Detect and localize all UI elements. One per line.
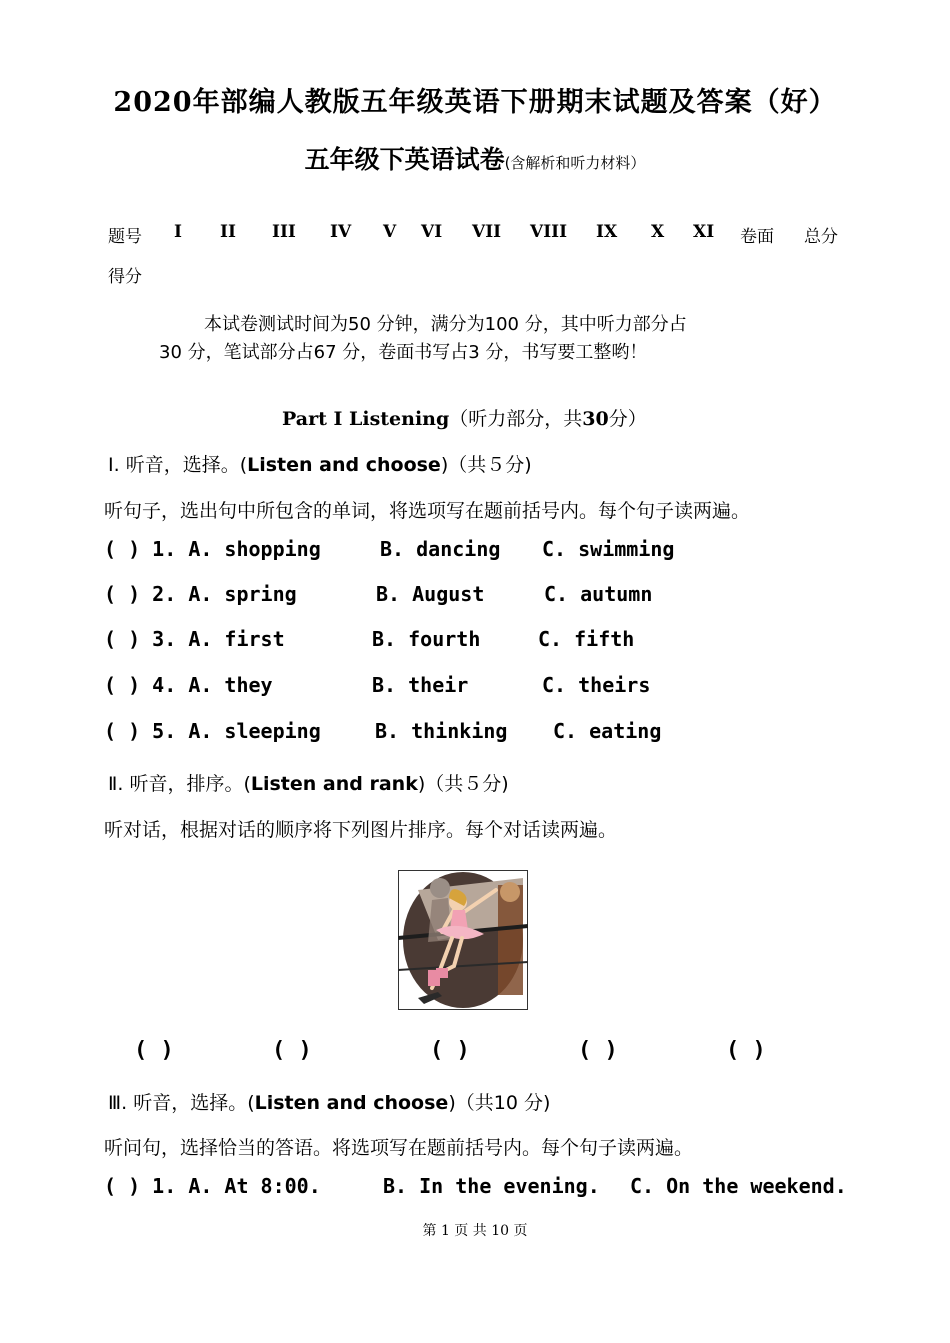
answer-paren[interactable]: ( ) <box>104 1174 141 1198</box>
option-b: B. In the evening. <box>383 1174 600 1198</box>
section-en: Listen and rank <box>250 773 418 795</box>
rank-blank[interactable]: ( ) <box>578 1038 618 1063</box>
option-b: B. dancing <box>380 537 501 561</box>
section-cn: 听音，选择。( <box>133 1092 255 1114</box>
score-col: XI <box>693 222 715 242</box>
score-row-label: 题号 <box>108 227 142 247</box>
option-c: C. theirs <box>542 673 651 697</box>
option-b: B. their <box>372 673 469 697</box>
option-a: A. shopping <box>188 537 321 561</box>
question-row <box>104 673 273 697</box>
rank-blank[interactable]: ( ) <box>726 1038 766 1063</box>
rank-blank[interactable]: ( ) <box>272 1038 312 1063</box>
intro-line-2: 30 分，笔试部分占67 分，卷面书写占3 分，书写要工整哟！ <box>159 342 648 363</box>
section-en: Listen and choose <box>247 454 441 476</box>
answer-paren[interactable]: ( ) <box>104 627 141 651</box>
section-1-heading <box>108 450 532 477</box>
question-num: 5. <box>152 719 177 743</box>
exam-subtitle <box>0 140 950 176</box>
score-col: IV <box>330 222 352 242</box>
score-col: VII <box>472 222 502 242</box>
section-num: Ⅱ. <box>108 773 124 795</box>
option-b: B. fourth <box>372 627 481 651</box>
score-col: VIII <box>530 222 568 242</box>
score-col-juanmian: 卷面 <box>740 227 774 247</box>
section-points: )（共５分) <box>440 454 532 476</box>
subtitle-main: 五年级下英语试卷 <box>304 145 505 174</box>
answer-paren[interactable]: ( ) <box>104 673 141 697</box>
section-points: )（共10 分) <box>448 1092 551 1114</box>
question-row <box>104 582 297 606</box>
option-a: A. sleeping <box>188 719 321 743</box>
option-a: A. At 8:00. <box>188 1174 321 1198</box>
document-title: 2020年部编人教版五年级英语下册期末试题及答案（好） <box>113 87 837 118</box>
option-c: C. fifth <box>538 627 635 651</box>
section-3-instruction: 听问句，选择恰当的答语。将选项写在题前括号内。每个句子读两遍。 <box>104 1137 694 1159</box>
question-num: 3. <box>152 627 177 651</box>
score-col: II <box>220 222 236 242</box>
question-num: 2. <box>152 582 177 606</box>
ballet-dancer-image <box>398 870 528 1010</box>
intro-line-1: 本试卷测试时间为50 分钟，满分为100 分，其中听力部分占 <box>204 314 687 335</box>
question-num: 1. <box>152 1174 177 1198</box>
score-row-label: 得分 <box>108 267 142 287</box>
section-cn: 听音，排序。( <box>129 773 251 795</box>
option-c: C. autumn <box>544 582 653 606</box>
score-col: V <box>383 222 397 242</box>
question-row <box>104 537 321 561</box>
rank-blank[interactable]: ( ) <box>134 1038 174 1063</box>
section-num: Ⅲ. <box>108 1092 128 1114</box>
part-points: 30 <box>582 408 609 430</box>
subtitle-note: (含解析和听力材料） <box>504 154 646 172</box>
score-col: X <box>651 222 665 242</box>
part-label: Part Ⅰ Listening <box>282 408 450 430</box>
section-3-heading <box>108 1088 550 1115</box>
score-col: III <box>272 222 296 242</box>
option-a: A. spring <box>188 582 297 606</box>
section-points: )（共５分) <box>417 773 509 795</box>
answer-paren[interactable]: ( ) <box>104 719 141 743</box>
question-row <box>104 719 321 743</box>
question-num: 4. <box>152 673 177 697</box>
option-c: C. eating <box>553 719 662 743</box>
section-en: Listen and choose <box>254 1092 449 1114</box>
page-footer: 第 1 页 共 10 页 <box>422 1223 528 1239</box>
question-row <box>104 1174 321 1198</box>
option-c: C. On the weekend. <box>630 1174 847 1198</box>
part-tail: 分） <box>608 408 647 430</box>
part-cn: （听力部分，共 <box>449 408 583 430</box>
answer-paren[interactable]: ( ) <box>104 537 141 561</box>
option-b: B. August <box>376 582 485 606</box>
section-cn: 听音，选择。( <box>125 454 248 476</box>
score-col: I <box>174 222 182 242</box>
score-col: IX <box>596 222 618 242</box>
answer-paren[interactable]: ( ) <box>104 582 141 606</box>
question-num: 1. <box>152 537 177 561</box>
section-1-instruction: 听句子，选出句中所包含的单词，将选项写在题前括号内。每个句子读两遍。 <box>104 500 751 522</box>
part-heading <box>282 404 647 431</box>
section-2-heading <box>108 769 509 796</box>
option-b: B. thinking <box>375 719 508 743</box>
option-a: A. first <box>188 627 285 651</box>
rank-blank[interactable]: ( ) <box>430 1038 470 1063</box>
option-c: C. swimming <box>542 537 675 561</box>
section-num: Ⅰ. <box>108 454 120 476</box>
question-row <box>104 627 285 651</box>
section-2-instruction: 听对话，根据对话的顺序将下列图片排序。每个对话读两遍。 <box>104 819 618 841</box>
score-col-total: 总分 <box>804 227 838 247</box>
option-a: A. they <box>188 673 273 697</box>
score-col: VI <box>421 222 443 242</box>
